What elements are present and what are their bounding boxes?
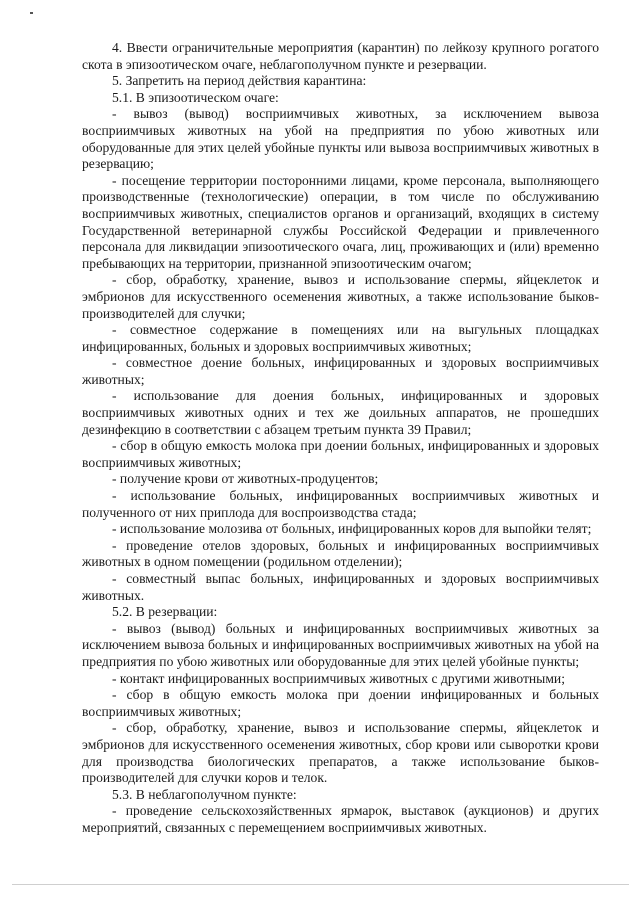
list-item: - сбор, обработку, хранение, вывоз и использование спермы, яйцеклеток и эмбрионов для искусственного осеменения животных, сбор крови или сыворотки крови для производства биологических препаратов, а также использование быков-производителей для случки коров и телок. — [82, 720, 599, 786]
list-item: - сбор, обработку, хранение, вывоз и использование спермы, яйцеклеток и эмбрионов для искусственного осеменения животных, а также использование быков-производителей для случки; — [82, 272, 599, 321]
list-item: - вывоз (вывод) больных и инфицированных восприимчивых животных за исключением вывоза больных и инфицированных восприимчивых животных на убой на предприятия по убою животных или оборудованные для этих целей убойные пункты; — [82, 620, 599, 669]
list-item: - совместное содержание в помещениях или на выгульных площадках инфицированных, больных и здоровых восприимчивых животных; — [82, 322, 599, 354]
list-item: - совместный выпас больных, инфицированных и здоровых восприимчивых животных. — [82, 571, 599, 603]
list-item: - использование для доения больных, инфицированных и здоровых восприимчивых животных одних и тех же доильных аппаратов, не прошедших дезинфекцию в соответствии с абзацем третьим пункта 39 Правил; — [82, 388, 599, 437]
list-item: - посещение территории посторонними лицами, кроме персонала, выполняющего производственные (технологические) операции, в том числе по обслуживанию восприимчивых животных, специалистов органов и организаций, входящих в систему Государственной ветеринарной службы Российской Федерации и привлеченного персонала для ликвидации эпизоотического очага, лиц, проживающих и (или) временно пребывающих на территории, признанной эпизоотическим очагом; — [82, 172, 599, 271]
list-item: - проведение сельскохозяйственных ярмарок, выставок (аукционов) и других мероприятий, связанных с перемещением восприимчивых животных. — [82, 803, 599, 835]
list-item: - использование больных, инфицированных восприимчивых животных и полученного от них приплода для воспроизводства стада; — [82, 488, 599, 520]
list-item: - проведение отелов здоровых, больных и инфицированных восприимчивых животных в одном помещении (родильном отделении); — [82, 537, 599, 570]
list-item: - совместное доение больных, инфицированных и здоровых восприимчивых животных; — [82, 355, 599, 387]
list-item: - сбор в общую емкость молока при доении больных, инфицированных и здоровых восприимчивых животных; — [82, 438, 599, 470]
list-item: - вывоз (вывод) восприимчивых животных, за исключением вывоза восприимчивых животных на убой на предприятия по убою животных или оборудованные для этих целей убойные пункты или вывоза восприимчивых животных в резервацию; — [82, 106, 599, 172]
paragraph-4-quarantine: 4. Ввести ограничительные мероприятия (карантин) по лейкозу крупного рогатого скота в эпизоотическом очаге, неблагополучном пункте и резервации. — [82, 40, 599, 72]
scan-artifact — [30, 12, 33, 14]
list-item: - использование молозива от больных, инфицированных коров для выпойки телят; — [112, 521, 592, 537]
document-body — [82, 40, 599, 837]
paragraph-5-1-heading: 5.1. В эпизоотическом очаге: — [112, 89, 279, 105]
paragraph-5-3-heading: 5.3. В неблагополучном пункте: — [112, 786, 297, 802]
paragraph-5-2-heading: 5.2. В резервации: — [112, 604, 218, 620]
list-item: - получение крови от животных-продуцентов; — [112, 471, 379, 487]
paragraph-5-heading: 5. Запретить на период действия карантина: — [112, 73, 367, 89]
page-bottom-rule — [12, 884, 629, 885]
list-item: - контакт инфицированных восприимчивых животных с другими животными; — [112, 670, 565, 686]
list-item: - сбор в общую емкость молока при доении инфицированных и больных восприимчивых животных; — [82, 687, 599, 719]
